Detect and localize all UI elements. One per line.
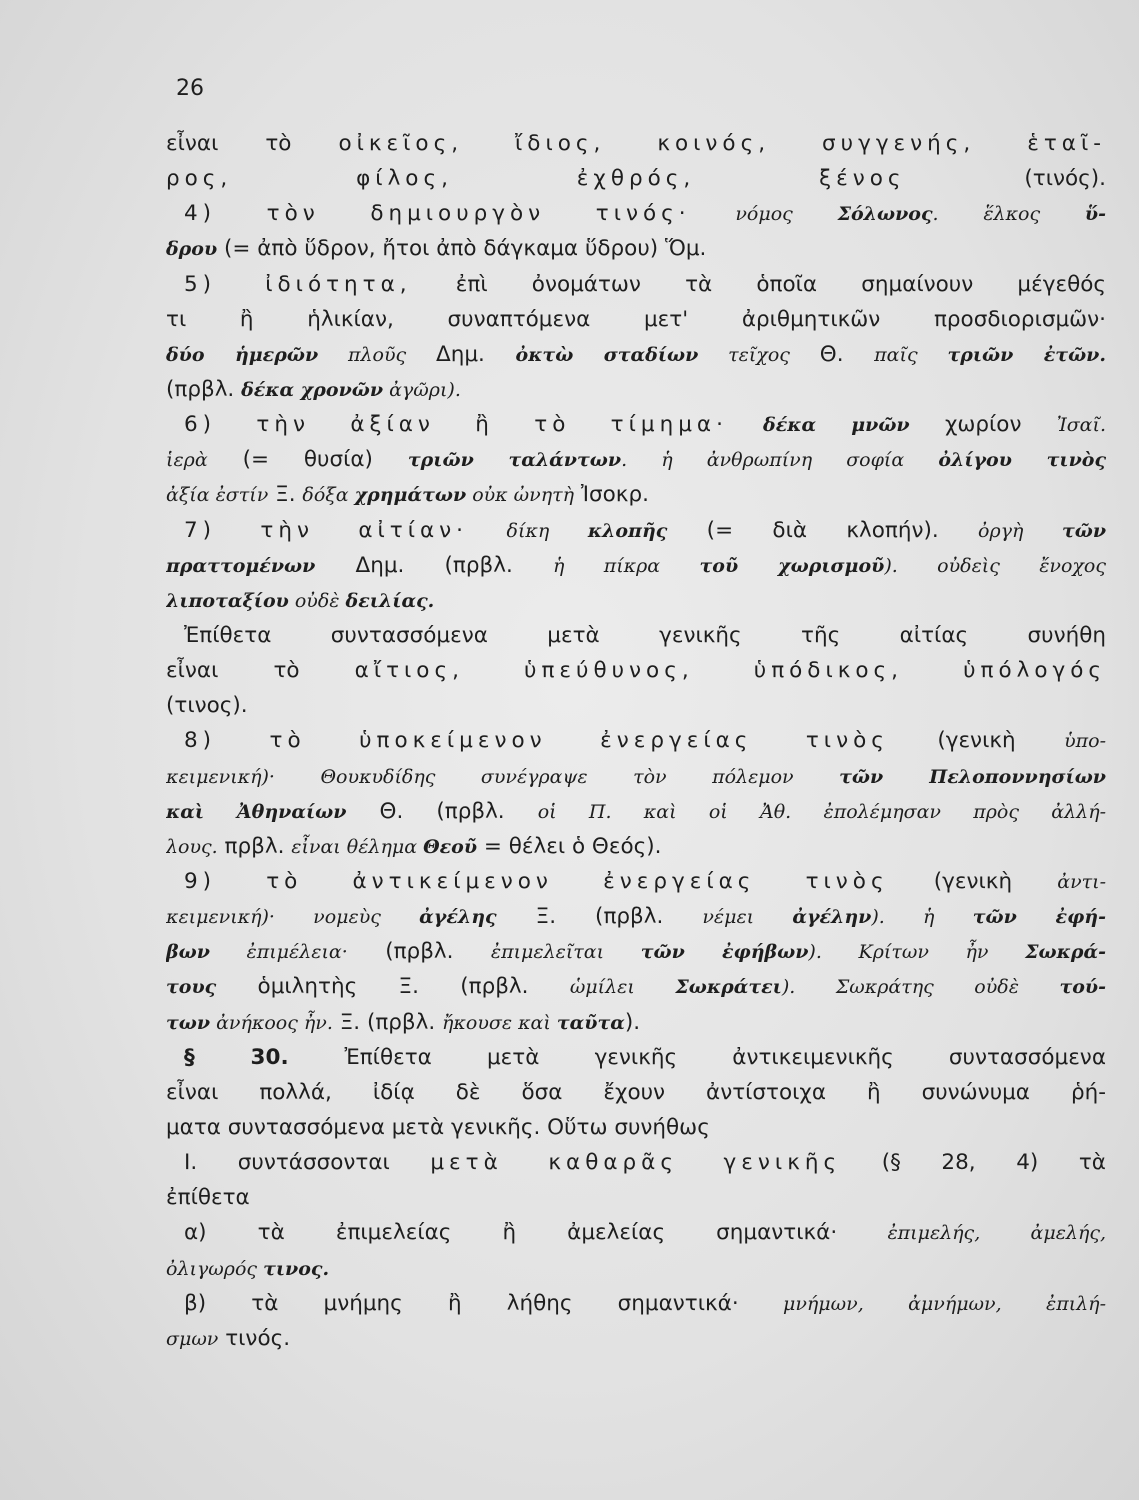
text-line: [166, 899, 1106, 934]
text-line: [166, 829, 1106, 864]
text-line: [166, 1110, 1106, 1145]
text-segment: ). οὐδεὶς ἔνοχος: [884, 554, 1106, 577]
text-segment: 9) τὸ ἀντικείμενον ἐνεργείας τινὸς: [184, 868, 889, 894]
text-segment: Θουκυδίδης συνέγραψε τὸν πόλεμον: [274, 765, 840, 788]
text-segment: (= θυσία): [207, 447, 408, 473]
text-segment: (τινός).: [905, 166, 1106, 192]
text-segment: 6) τὴν ἀξίαν ἢ τὸ τίμημα·: [184, 412, 728, 438]
text-segment: νόμος: [690, 203, 838, 226]
text-line: [166, 1040, 1106, 1075]
text-segment: Σόλωνος: [837, 203, 933, 226]
text-segment: ἐπὶ ὀνομάτων τὰ ὁποῖα σημαίνουν μέγεθός: [411, 271, 1106, 297]
page-number: 26: [176, 76, 204, 101]
text-line: [166, 267, 1106, 302]
text-segment: ἀγῶρι).: [383, 378, 461, 401]
text-segment: ἐπίθετα: [166, 1185, 250, 1211]
text-segment: οἱ Π. καὶ οἱ Ἀθ. ἐπολέμησαν πρὸς ἀλλή-: [537, 800, 1106, 823]
text-segment: (γενικὴ: [888, 728, 1065, 754]
text-line: [166, 161, 1106, 196]
text-line: [166, 1075, 1106, 1110]
text-segment: ὕ-: [1084, 203, 1106, 226]
text-segment: νέμει: [702, 906, 793, 929]
text-segment: Ἐπίθετα συντασσόμενα μετὰ γενικῆς τῆς αἰτίας συνήθη: [184, 622, 1106, 648]
text-segment: δρου: [166, 238, 218, 261]
text-segment: 7) τὴν αἰτίαν·: [184, 517, 468, 543]
text-segment: ὡμίλει: [569, 976, 676, 999]
text-segment: τι ἢ ἡλικίαν, συναπτόμενα μετ' ἀριθμητικῶν προσδιορισμῶν·: [166, 306, 1106, 332]
text-segment: Σωκράτει: [675, 976, 782, 999]
text-segment: τῶν ἐφήβων: [640, 941, 809, 964]
text-line: [166, 548, 1106, 583]
text-segment: ὀργὴ: [978, 519, 1062, 542]
text-line: [166, 126, 1106, 161]
text-segment: μνήμων, ἀμνήμων, ἐπιλή-: [738, 1292, 1106, 1315]
text-segment: χωρίον: [909, 412, 1057, 438]
text-segment: πλοῦς: [318, 343, 437, 366]
text-line: [166, 196, 1106, 231]
text-segment: ὀλίγου τινὸς: [938, 449, 1106, 472]
text-segment: οὐδὲ: [288, 589, 346, 612]
text-segment: ἀνήκοος ἦν.: [210, 1011, 333, 1034]
text-line: [166, 794, 1106, 829]
text-segment: (= ἀπὸ ὕδρον, ἤτοι ἀπὸ δάγκαμα ὕδρου) Ὅμ.: [217, 236, 707, 262]
text-line: [166, 864, 1106, 899]
text-segment: πραττομένων: [166, 554, 316, 577]
text-segment: δίκη: [468, 519, 588, 542]
text-segment: = θέλει ὁ Θεός).: [477, 833, 662, 859]
text-segment: Θεοῦ: [423, 835, 478, 858]
text-line: [166, 688, 1106, 723]
text-line: [166, 407, 1106, 442]
text-segment: ἐπιμελής, ἀμελής,: [837, 1222, 1106, 1245]
text-segment: Δημ. (πρβλ.: [315, 552, 553, 578]
text-segment: τριῶν ἐτῶν.: [947, 343, 1106, 366]
text-segment: ματα συντασσόμενα μετὰ γενικῆς. Οὕτω συνήθως: [166, 1114, 710, 1140]
text-segment: τῶν Πελοποννησίων: [839, 765, 1106, 788]
text-segment: ). Κρίτων ἦν: [808, 941, 1026, 964]
text-line: [166, 618, 1106, 653]
text-segment: Σωκρά-: [1025, 941, 1106, 964]
text-segment: Δημ.: [436, 341, 516, 367]
text-segment: (τινος).: [166, 693, 248, 719]
text-segment: ).: [624, 1009, 641, 1035]
text-segment: ἐπιμελεῖται: [490, 941, 641, 964]
text-segment: β) τὰ μνήμης ἢ λήθης σημαντικά·: [184, 1290, 739, 1316]
text-segment: εἶναι τὸ: [166, 131, 339, 156]
text-segment: Ξ. (πρβλ.: [496, 904, 703, 930]
text-segment: τεῖχος: [698, 343, 820, 366]
text-segment: κλοπῆς: [587, 519, 668, 542]
text-segment: ταῦτα: [556, 1011, 625, 1034]
text-line: [166, 477, 1106, 512]
text-segment: ρος, φίλος, ἐχθρός, ξένος: [166, 166, 906, 192]
text-segment: ὁμιλητὴς Ξ. (πρβλ.: [216, 974, 570, 1000]
text-segment: ). Σωκράτης οὐδὲ: [781, 976, 1060, 999]
text-segment: (γενικὴ: [888, 868, 1058, 894]
text-segment: 5) ἰδιότητα,: [184, 271, 412, 297]
text-segment: νομεὺς: [274, 906, 420, 929]
text-line: [166, 759, 1106, 794]
text-line: [166, 513, 1106, 548]
text-segment: βων: [166, 941, 210, 964]
text-segment: κειμενική)·: [166, 906, 275, 929]
text-segment: τριῶν ταλάντων: [407, 449, 622, 472]
text-segment: Ξ. (πρβλ.: [332, 1009, 443, 1035]
text-segment: ἀγέλην: [792, 906, 872, 929]
text-line: [166, 302, 1106, 337]
text-line: [166, 583, 1106, 618]
text-segment: τῶν: [1061, 519, 1106, 542]
text-segment: δέκα μνῶν: [727, 414, 910, 437]
text-segment: τῶν ἐφή-: [972, 906, 1106, 929]
text-segment: τινος.: [263, 1257, 330, 1280]
text-segment: (§ 28, 4) τὰ: [841, 1150, 1106, 1176]
text-segment: ἀγέλης: [419, 906, 497, 929]
text-line: [166, 969, 1106, 1004]
text-line: [166, 372, 1106, 407]
text-line: [166, 231, 1106, 266]
text-line: [166, 1215, 1106, 1250]
text-segment: ἡ πίκρα: [552, 554, 700, 577]
text-segment: εἶναι τὸ: [166, 658, 355, 684]
text-segment: σμων: [166, 1327, 219, 1350]
text-segment: οὐκ ὠνητὴ: [466, 484, 575, 507]
text-segment: οἰκεῖος, ἴδιος, κοινός, συγγενής, ἑταῖ-: [338, 131, 1106, 156]
text-segment: αἴτιος, ὑπεύθυνος, ὑπόδικος, ὑπόλογός: [354, 658, 1106, 684]
text-line: [166, 934, 1106, 969]
text-segment: ). ἡ: [871, 906, 973, 929]
text-line: [166, 337, 1106, 372]
text-segment: 4) τὸν δημιουργὸν τινός·: [184, 201, 691, 227]
text-line: [166, 653, 1106, 688]
text-line: [166, 1145, 1106, 1180]
text-segment: δειλίας.: [345, 589, 435, 612]
text-segment: εἶναι πολλά, ἰδίᾳ δὲ ὅσα ἔχουν ἀντίστοιχα ἢ συνώνυμα ῥή-: [166, 1079, 1106, 1105]
text-segment: εἶναι θέλημα: [291, 835, 424, 858]
text-segment: τοῦ χωρισμοῦ: [699, 554, 885, 577]
text-segment: λιποταξίου: [166, 589, 289, 612]
text-line: [166, 1286, 1106, 1321]
text-line: [166, 1180, 1106, 1215]
text-segment: τού-: [1059, 976, 1106, 999]
text-segment: δόξα: [302, 484, 355, 507]
text-segment: § 30.: [184, 1044, 345, 1070]
text-segment: Ἰσαῖ.: [1056, 414, 1106, 437]
text-segment: ὑπο-: [1064, 730, 1106, 753]
text-segment: (= διὰ κλοπήν).: [667, 517, 979, 543]
text-segment: Θ.: [819, 341, 875, 367]
text-segment: χρημάτων: [354, 484, 467, 507]
text-segment: πρβλ.: [217, 833, 292, 859]
text-segment: ὀκτὼ σταδίων: [515, 343, 699, 366]
text-line: [166, 723, 1106, 758]
text-segment: των: [166, 1011, 211, 1034]
text-segment: δύο ἡμερῶν: [166, 343, 319, 366]
text-segment: 8) τὸ ὑποκείμενον ἐνεργείας τινὸς: [184, 728, 889, 754]
text-segment: δέκα χρονῶν: [241, 378, 384, 401]
text-line: [166, 1321, 1106, 1356]
text-line: [166, 1251, 1106, 1286]
text-segment: κειμενική)·: [166, 765, 275, 788]
text-segment: παῖς: [874, 343, 948, 366]
text-segment: τους: [166, 976, 217, 999]
text-segment: Ἐπίθετα μετὰ γενικῆς ἀντικειμενικῆς συντασσόμενα: [344, 1044, 1106, 1070]
text-segment: ὀλιγωρός: [166, 1257, 264, 1280]
text-segment: ἐπιμέλεια·: [209, 941, 348, 964]
text-segment: λους.: [166, 835, 218, 858]
text-segment: ἱερὰ: [166, 449, 208, 472]
text-segment: μετὰ καθαρᾶς γενικῆς: [430, 1150, 842, 1176]
text-segment: Ἰσοκρ.: [574, 482, 649, 508]
text-segment: Ξ.: [268, 482, 303, 508]
text-body: [166, 126, 1106, 1356]
text-segment: ἤκουσε καὶ: [442, 1011, 557, 1034]
text-line: [166, 1005, 1106, 1040]
text-segment: ἀντι-: [1057, 870, 1106, 893]
text-segment: . ἕλκος: [932, 203, 1085, 226]
text-segment: α) τὰ ἐπιμελείας ἢ ἀμελείας σημαντικά·: [184, 1220, 838, 1246]
text-segment: . ἡ ἀνθρωπίνη σοφία: [621, 449, 939, 472]
text-segment: Θ. (πρβλ.: [346, 798, 538, 824]
text-segment: (πρβλ.: [347, 939, 491, 965]
text-segment: Ι. συντάσσονται: [184, 1150, 431, 1176]
text-segment: ἀξία ἐστίν: [166, 484, 269, 507]
text-segment: καὶ Ἀθηναίων: [166, 800, 347, 823]
text-segment: τινός.: [218, 1325, 291, 1351]
text-line: [166, 442, 1106, 477]
text-segment: (πρβλ.: [166, 376, 242, 402]
